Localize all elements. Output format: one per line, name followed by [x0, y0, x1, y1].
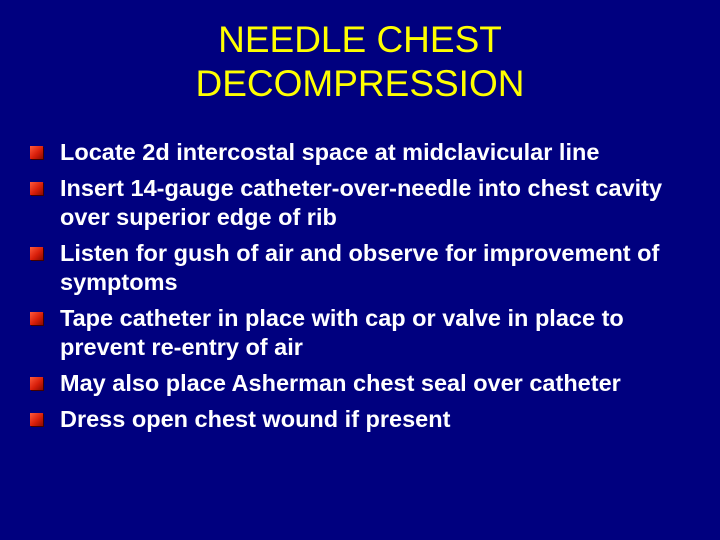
slide-title-line-1: NEEDLE CHEST — [218, 19, 502, 60]
bullet-list — [30, 138, 710, 441]
square-bullet-icon — [30, 182, 43, 195]
square-bullet-icon — [30, 146, 43, 159]
square-bullet-icon — [30, 413, 43, 426]
bullet-item — [30, 174, 710, 232]
bullet-text: Insert 14-gauge catheter-over-needle into chest cavity over superior edge of rib — [60, 175, 663, 230]
bullet-item — [30, 369, 710, 398]
bullet-item — [30, 138, 710, 167]
slide-title — [0, 18, 720, 106]
bullet-text: May also place Asherman chest seal over catheter — [60, 370, 621, 396]
bullet-text: Tape catheter in place with cap or valve in place to prevent re-entry of air — [60, 305, 624, 360]
bullet-text: Listen for gush of air and observe for improvement of symptoms — [60, 240, 660, 295]
bullet-text: Locate 2d intercostal space at midclavicular line — [60, 139, 600, 165]
bullet-text: Dress open chest wound if present — [60, 406, 451, 432]
bullet-item — [30, 304, 710, 362]
square-bullet-icon — [30, 247, 43, 260]
square-bullet-icon — [30, 377, 43, 390]
square-bullet-icon — [30, 312, 43, 325]
slide-title-line-2: DECOMPRESSION — [195, 63, 525, 104]
bullet-item — [30, 405, 710, 434]
bullet-item — [30, 239, 710, 297]
